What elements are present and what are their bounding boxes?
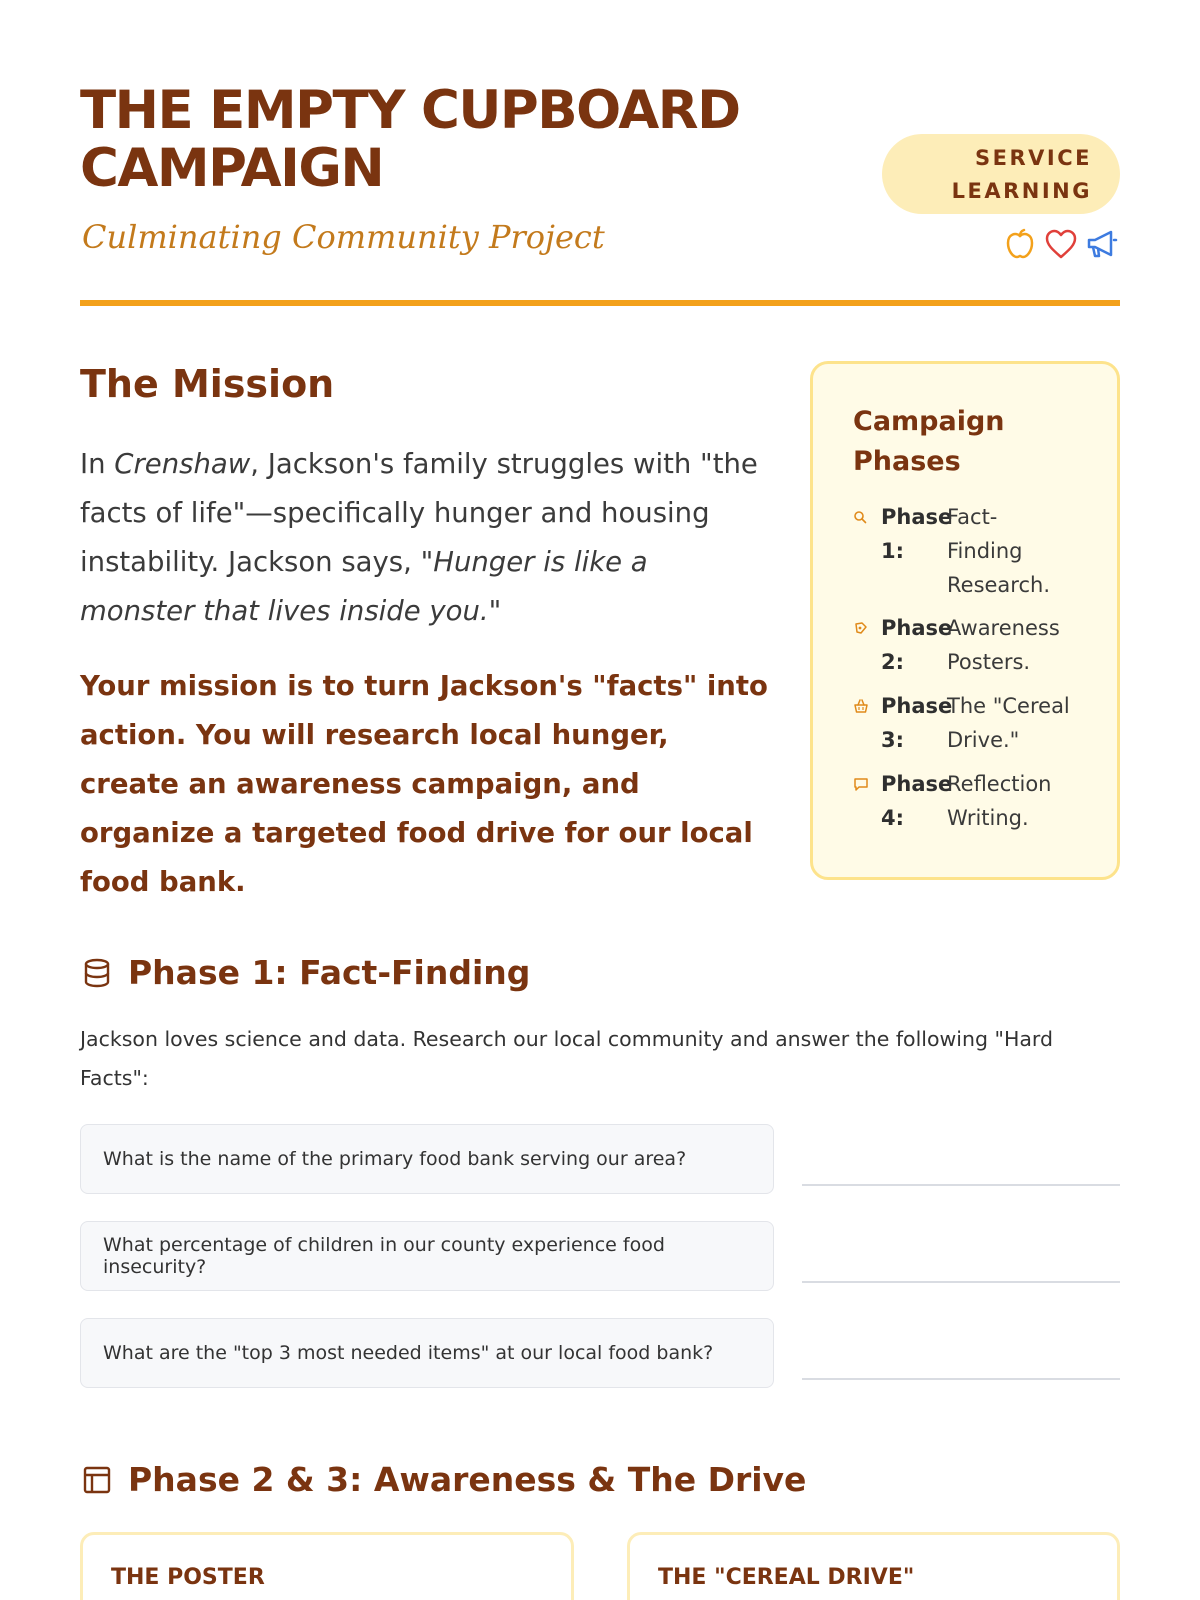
phase-label-number: 1: (881, 539, 905, 563)
phase-item (853, 500, 1057, 602)
phase-label-word: Phase (881, 505, 953, 529)
phase-2-3-title: Phase 2 & 3: Awareness & The Drive (128, 1460, 807, 1499)
page-subtitle: Culminating Community Project (82, 218, 605, 256)
cereal-drive-card-title: THE "CEREAL DRIVE" (658, 1565, 915, 1590)
campaign-phases-panel (810, 361, 1120, 880)
question-box: What percentage of children in our county experience food insecurity? (80, 1221, 774, 1291)
jackson-quote: "Hunger is like a monster that lives inside you." (80, 546, 648, 627)
question-box: What are the "top 3 most needed items" at our local food bank? (80, 1318, 774, 1388)
phase-description: The "Cereal Drive." (947, 694, 1070, 752)
phase-label-number: 2: (881, 650, 905, 674)
phase-label-word: Phase (881, 694, 953, 718)
phase-item (853, 689, 1077, 757)
heart-icon (1043, 226, 1079, 262)
answer-line[interactable] (802, 1378, 1120, 1380)
phase-description: Fact-Finding Research. (947, 505, 1051, 597)
phase-label (881, 611, 953, 679)
database-icon (80, 956, 114, 990)
mission-call-to-action: Your mission is to turn Jackson's "facts" into action. You will research local hunger, create an awareness campaign, and organize a targeted food drive for our local food bank. (80, 670, 768, 898)
header (80, 82, 1120, 307)
layout-icon (80, 1463, 114, 1497)
phase-label (881, 767, 953, 835)
mission-text-a: In (80, 448, 115, 480)
apple-icon (1002, 226, 1038, 262)
header-divider (80, 300, 1120, 306)
answer-line[interactable] (802, 1184, 1120, 1186)
campaign-phases-title: Campaign Phases (853, 406, 1005, 477)
phase-label-number: 4: (881, 806, 905, 830)
phase-1-intro: Jackson loves science and data. Research our local community and answer the following "Hard Facts": (80, 1027, 1053, 1090)
brush-icon (853, 611, 881, 645)
service-learning-badge (882, 134, 1120, 214)
phase-label-word: Phase (881, 772, 953, 796)
phase-1-heading (80, 953, 530, 992)
phase-label (881, 689, 953, 757)
phase-label (881, 500, 953, 602)
phase-label-number: 3: (881, 728, 905, 752)
poster-card (80, 1532, 574, 1600)
mission-paragraph (80, 440, 770, 636)
mission-heading: The Mission (80, 362, 335, 406)
search-icon (853, 500, 881, 534)
phase-2-3-heading (80, 1460, 806, 1499)
phase-1-title: Phase 1: Fact-Finding (128, 953, 531, 992)
header-icons (1002, 226, 1120, 262)
phase-item (853, 767, 1075, 835)
phase-description: Reflection Writing. (947, 772, 1052, 830)
question-box: What is the name of the primary food bank serving our area? (80, 1124, 774, 1194)
badge-line-1: SERVICE (975, 146, 1092, 170)
page-title (80, 82, 840, 198)
poster-card-title: THE POSTER (111, 1565, 265, 1590)
phase-label-word: Phase (881, 616, 953, 640)
chat-icon (853, 767, 881, 801)
phase-item (853, 611, 1075, 679)
megaphone-icon (1084, 226, 1120, 262)
basket-icon (853, 689, 881, 723)
mission-text-b: , Jackson's family struggles with "the facts of life"—specifically hunger and housing instability. Jackson says, (80, 448, 758, 578)
badge-line-2: LEARNING (951, 179, 1092, 203)
title-line-1: THE EMPTY CUPBOARD (80, 80, 740, 141)
phase-description: Awareness Posters. (947, 616, 1060, 674)
title-line-2: CAMPAIGN (80, 138, 384, 199)
book-title: Crenshaw (114, 448, 251, 480)
page (80, 0, 1120, 1600)
answer-line[interactable] (802, 1281, 1120, 1283)
cereal-drive-card (627, 1532, 1120, 1600)
